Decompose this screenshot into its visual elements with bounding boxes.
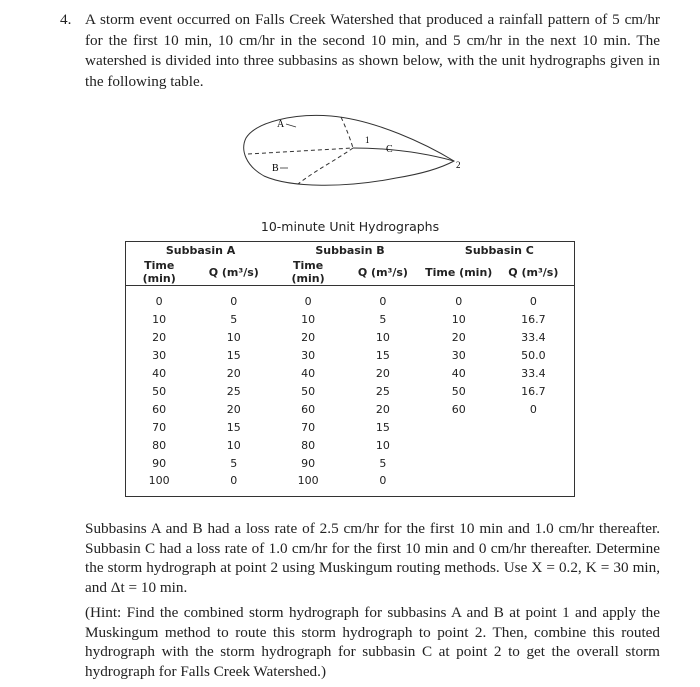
cell-subbasin-a-time: 80 (152, 438, 167, 452)
cell-subbasin-c-q: 33.4 (521, 366, 546, 380)
cell-subbasin-a-time: 90 (152, 456, 167, 470)
cell-subbasin-b-time: 20 (301, 330, 316, 344)
cell-subbasin-a-q: 15 (226, 420, 241, 434)
cell-subbasin-a-q: 10 (226, 438, 241, 452)
group-header-a: Subbasin A (165, 244, 236, 257)
cell-subbasin-c-q: 0 (529, 402, 537, 416)
col-q-b: Q (m³/s) (341, 259, 425, 286)
cell-subbasin-b-q: 10 (375, 438, 390, 452)
cell-subbasin-c-q (493, 454, 575, 472)
cell-subbasin-b-q: 25 (375, 384, 390, 398)
cell-subbasin-b-time: 60 (301, 402, 316, 416)
cell-subbasin-b-time: 40 (301, 366, 316, 380)
table-body (126, 292, 575, 497)
cell-subbasin-a-time: 30 (152, 348, 167, 362)
cell-subbasin-a-q: 10 (226, 330, 241, 344)
main-channel (353, 148, 454, 161)
group-header-b: Subbasin B (315, 244, 385, 257)
cell-subbasin-c-q: 50.0 (521, 348, 546, 362)
cell-subbasin-a-q: 15 (226, 348, 241, 362)
table-row (126, 310, 575, 328)
cell-subbasin-b-q: 0 (379, 474, 387, 487)
cell-subbasin-a-time: 10 (152, 312, 167, 326)
cell-subbasin-c-time: 0 (455, 294, 463, 308)
col-q-c: Q (m³/s) (493, 259, 575, 286)
label-point-2: 2 (456, 160, 461, 170)
cell-subbasin-a-q: 5 (230, 312, 238, 326)
table-row (126, 364, 575, 382)
cell-subbasin-c-time: 60 (451, 402, 466, 416)
label-c: C (386, 144, 393, 155)
col-time-b: Time (min) (275, 259, 341, 286)
cell-subbasin-a-q: 20 (226, 402, 241, 416)
cell-subbasin-a-time: 40 (152, 366, 167, 380)
cell-subbasin-c-time (425, 472, 493, 497)
cell-subbasin-c-q: 16.7 (521, 384, 546, 398)
leader-a (286, 124, 296, 127)
cell-subbasin-b-q: 20 (375, 366, 390, 380)
divide-a-c (341, 117, 353, 148)
cell-subbasin-a-q: 25 (226, 384, 241, 398)
cell-subbasin-c-time: 30 (451, 348, 466, 362)
cell-subbasin-b-time: 80 (301, 438, 316, 452)
watershed-boundary (244, 115, 454, 185)
table-row (126, 436, 575, 454)
group-header-row (126, 242, 575, 260)
cell-subbasin-c-time (425, 454, 493, 472)
cell-subbasin-c-q: 16.7 (521, 312, 546, 326)
cell-subbasin-a-q: 20 (226, 366, 241, 380)
table-row (126, 382, 575, 400)
cell-subbasin-b-q: 15 (375, 420, 390, 434)
table-row (126, 472, 575, 497)
problem-text: A storm event occurred on Falls Creek Watershed that produced a rainfall pattern of 5 cm/hr for the first 10 min, 10 cm/hr in the second 10 min, and 5 cm/hr in the next 10 min. The watershed is divided into three subbasins as shown below, with the unit hydrographs given in the following table. (85, 11, 660, 90)
cell-subbasin-b-time: 100 (297, 474, 319, 487)
cell-subbasin-c-q (493, 472, 575, 497)
cell-subbasin-c-time: 10 (451, 312, 466, 326)
col-q-a: Q (m³/s) (192, 259, 275, 286)
table-row (126, 418, 575, 436)
unit-hydrograph-table (125, 241, 575, 497)
label-b: B (272, 163, 279, 174)
cell-subbasin-a-time: 50 (152, 384, 167, 398)
cell-subbasin-a-q: 0 (230, 474, 238, 487)
cell-subbasin-b-q: 5 (379, 312, 387, 326)
table-row (126, 346, 575, 364)
cell-subbasin-b-time: 0 (304, 294, 312, 308)
label-a: A (277, 119, 285, 130)
cell-subbasin-c-time (425, 418, 493, 436)
cell-subbasin-a-time: 0 (155, 294, 163, 308)
table-row (126, 400, 575, 418)
cell-subbasin-c-time: 20 (451, 330, 466, 344)
cell-subbasin-b-time: 90 (301, 456, 316, 470)
table-row (126, 292, 575, 310)
paragraph-hint: (Hint: Find the combined storm hydrograph for subbasins A and B at point 1 and apply the Muskingum method to route this storm hydrograph to point 2. Then, combine this routed hydrograph with the storm hydrograph for subbasin C at point 2 to get the overall storm hydrograph for Falls Creek Watershed.) (85, 604, 660, 680)
column-header-row (126, 259, 575, 286)
table-title: 10-minute Unit Hydrographs (260, 219, 440, 234)
problem-statement (60, 10, 660, 92)
cell-subbasin-c-q: 33.4 (521, 330, 546, 344)
cell-subbasin-c-time: 40 (451, 366, 466, 380)
cell-subbasin-c-time: 50 (451, 384, 466, 398)
cell-subbasin-b-q: 15 (375, 348, 390, 362)
cell-subbasin-a-time: 100 (148, 474, 170, 487)
cell-subbasin-a-q: 5 (230, 456, 238, 470)
cell-subbasin-a-time: 70 (152, 420, 167, 434)
cell-subbasin-a-q: 0 (230, 294, 238, 308)
cell-subbasin-b-time: 50 (301, 384, 316, 398)
group-header-c: Subbasin C (464, 244, 534, 257)
divide-a-b (248, 148, 353, 154)
cell-subbasin-a-time: 60 (152, 402, 167, 416)
cell-subbasin-b-q: 20 (375, 402, 390, 416)
cell-subbasin-c-q: 0 (529, 294, 537, 308)
label-point-1: 1 (365, 135, 370, 145)
watershed-diagram (236, 108, 466, 188)
divide-b-c (298, 148, 353, 184)
problem-number: 4. (60, 11, 72, 28)
cell-subbasin-b-q: 5 (379, 456, 387, 470)
paragraph-loss-rates: Subbasins A and B had a loss rate of 2.5 cm/hr for the first 10 min and 1.0 cm/hr thereafter. Subbasin C had a loss rate of 1.0 cm/hr for the first 10 min and 0 cm/hr thereafter. Determine the storm hydrograph at point 2 using Muskingum routing methods. Use X = 0.2, K = 30 min, and Δt = 10 min. (85, 520, 660, 596)
cell-subbasin-c-q (493, 436, 575, 454)
cell-subbasin-b-time: 30 (301, 348, 316, 362)
cell-subbasin-b-time: 10 (301, 312, 316, 326)
cell-subbasin-b-time: 70 (301, 420, 316, 434)
table-row (126, 328, 575, 346)
cell-subbasin-c-q (493, 418, 575, 436)
cell-subbasin-b-q: 10 (375, 330, 390, 344)
col-time-c: Time (min) (425, 259, 493, 286)
table-row (126, 454, 575, 472)
cell-subbasin-b-q: 0 (379, 294, 387, 308)
col-time-a: Time (min) (126, 259, 193, 286)
cell-subbasin-c-time (425, 436, 493, 454)
cell-subbasin-a-time: 20 (152, 330, 167, 344)
